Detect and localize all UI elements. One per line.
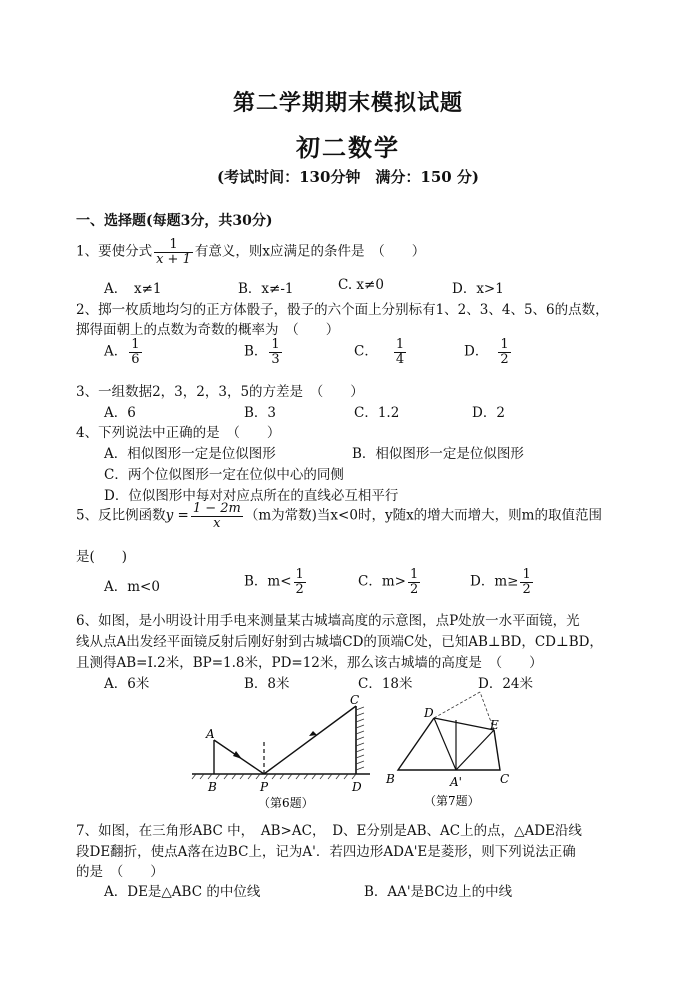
section-heading: 一、选择题(每题3分，共30分) [76, 213, 273, 229]
q2-d-letter: D． [464, 343, 489, 360]
q5-suffix: （m为常数)当x<0时，y随x的增大而增大，则m的取值范围 [244, 507, 602, 524]
q1-fraction [154, 238, 193, 266]
fig6-label-c: C [350, 693, 360, 707]
fig7-fold-ad [434, 692, 480, 718]
q5-option-d [470, 568, 535, 596]
figure-7 [380, 690, 520, 816]
q3-option-b: B．3 [244, 405, 277, 421]
q5-line-2: 是( ) [76, 549, 128, 565]
q7-option-b: B．AA'是BC边上的中线 [364, 884, 513, 900]
q2-d-den: 2 [500, 351, 509, 367]
question-1 [76, 238, 425, 266]
q2-a-letter: A． [104, 343, 128, 360]
fig7-label-e: E [490, 718, 499, 732]
q5-d-num: 1 [522, 567, 531, 582]
q2-a-num: 1 [131, 337, 140, 352]
q2-line-2: 掷得面朝上的点数为奇数的概率为 （ ） [76, 322, 340, 338]
q5-frac-num: 1 − 2m [192, 501, 241, 516]
q4-option-a: A．相似图形一定是位似图形 [104, 446, 276, 462]
fig7-segment-de [434, 718, 494, 730]
fig6-label-a: A [206, 727, 215, 741]
q5-d-den: 2 [522, 581, 531, 597]
fig7-label-d: D [424, 706, 434, 720]
q5-c-den: 2 [409, 581, 419, 597]
q5-c-num: 1 [409, 567, 419, 582]
q1-option-a: A． x≠1 [104, 281, 162, 297]
q5-option-a [104, 568, 160, 595]
q2-c-num: 1 [395, 337, 405, 352]
q5-option-b [244, 568, 308, 596]
exam-info: (考试时间：130分钟 满分：150 分) [216, 168, 480, 186]
fig7-caption: （第7题） [424, 794, 480, 808]
q1-prefix: 1、要使分式 [76, 243, 153, 260]
q4-option-c: C．两个位似图形一定在位似中心的同侧 [104, 467, 344, 483]
q2-d-num: 1 [500, 337, 509, 352]
q3-option-d: D．2 [472, 405, 505, 421]
q2-line-1: 2、掷一枚质地均匀的正方体骰子，骰子的六个面上分别标有1、2、3、4、5、6的点数， [76, 302, 609, 318]
q5-option-c [358, 568, 422, 596]
fig7-label-a-prime: A' [450, 775, 462, 789]
q5-b-fraction [294, 568, 306, 596]
q1-option-c: C. x≠0 [338, 277, 384, 293]
q1-suffix: 有意义，则x应满足的条件是 （ ） [194, 243, 426, 260]
q5-prefix: 5、反比例函数 [76, 507, 166, 524]
q2-b-num: 1 [271, 337, 280, 352]
question-5 [76, 502, 602, 530]
q6-option-c: C．18米 [358, 676, 413, 692]
subject-title: 初二数学 [296, 133, 400, 162]
q3-text: 3、一组数据2，3，2，3，5的方差是 （ ） [76, 384, 364, 400]
fig6-caption: （第6题） [258, 796, 314, 810]
q4-option-d: D．位似图形中每对对应点所在的直线必互相平行 [104, 488, 399, 504]
q5-y-eq: y = [165, 507, 189, 524]
q1-frac-num: 1 [154, 238, 193, 253]
q7-line-1: 7、如图，在三角形ABC 中， AB>AC， D、E分别是AB、AC上的点，△ADE沿线 [76, 823, 582, 839]
q4-text: 4、下列说法中正确的是 （ ） [76, 425, 281, 441]
q2-d-fraction [498, 338, 510, 366]
fig7-label-c: C [500, 772, 510, 786]
q2-b-letter: B． [244, 343, 268, 360]
q6-option-d: D．24米 [478, 676, 534, 692]
fig7-label-b: B [386, 772, 395, 786]
fig6-label-p: P [260, 780, 269, 794]
fig6-label-d: D [352, 780, 362, 794]
q2-a-fraction [129, 338, 141, 366]
q2-a-den: 6 [131, 351, 140, 367]
q1-option-d: D．x>1 [452, 281, 504, 297]
q6-option-a: A．6米 [104, 676, 150, 692]
q2-b-den: 3 [271, 351, 280, 367]
q4-option-b: B．相似图形一定是位似图形 [352, 446, 524, 462]
q3-option-c: C．1.2 [354, 405, 400, 421]
q2-option-c [354, 338, 408, 366]
q2-b-fraction [269, 338, 281, 366]
q5-a-text: A．m<0 [104, 579, 160, 595]
q5-d-text: D．m≥ [470, 573, 519, 590]
exam-title: 第二学期期末模拟试题 [232, 90, 463, 116]
q3-option-a: A．6 [104, 405, 136, 421]
q6-line-1: 6、如图，是小明设计用手电来测量某古城墙高度的示意图，点P处放一水平面镜，光 [76, 613, 580, 629]
q2-option-a [104, 338, 144, 366]
q2-c-letter: C． [354, 343, 378, 360]
q6-option-b: B．8米 [244, 676, 290, 692]
q5-fraction [191, 502, 243, 530]
fig6-arrow-1 [233, 751, 242, 759]
q5-b-num: 1 [295, 567, 304, 582]
q2-option-b [244, 338, 284, 366]
q6-line-2: 线从点A出发经平面镜反射后刚好射到古城墙CD的顶端C处，已知AB⊥BD，CD⊥BD， [76, 634, 603, 650]
fig6-label-b: B [208, 780, 217, 794]
q5-b-text: B．m< [244, 573, 292, 590]
q7-option-a: A．DE是△ABC 的中位线 [104, 884, 261, 900]
figure-6 [186, 690, 386, 816]
q1-option-b: B．x≠-1 [238, 281, 294, 297]
q7-line-2: 段DE翻折，使点A落在边BC上，记为A'．若四边形ADA'E是菱形，则下列说法正确 [76, 844, 576, 860]
q5-b-den: 2 [295, 581, 304, 597]
fig6-reflected-ray [264, 706, 356, 774]
q6-line-3: 且测得AB=I.2米，BP=1.8米，PD=12米，那么该古城墙的高度是 （ ） [76, 655, 543, 671]
q5-frac-den: x [213, 515, 221, 531]
q2-c-fraction [394, 338, 406, 366]
fig7-segment-da [434, 718, 456, 770]
q5-c-text: C．m> [358, 573, 406, 590]
q2-option-d [464, 338, 513, 366]
fig7-triangle-sides [398, 718, 500, 770]
fig6-wall-hatch [356, 707, 364, 770]
q5-c-fraction [408, 568, 420, 596]
fig7-segment-ea [456, 730, 494, 770]
q1-frac-den: x + 1 [156, 251, 191, 267]
q5-d-fraction [520, 568, 532, 596]
q7-line-3: 的是 （ ） [76, 864, 164, 880]
q2-c-den: 4 [395, 351, 405, 367]
